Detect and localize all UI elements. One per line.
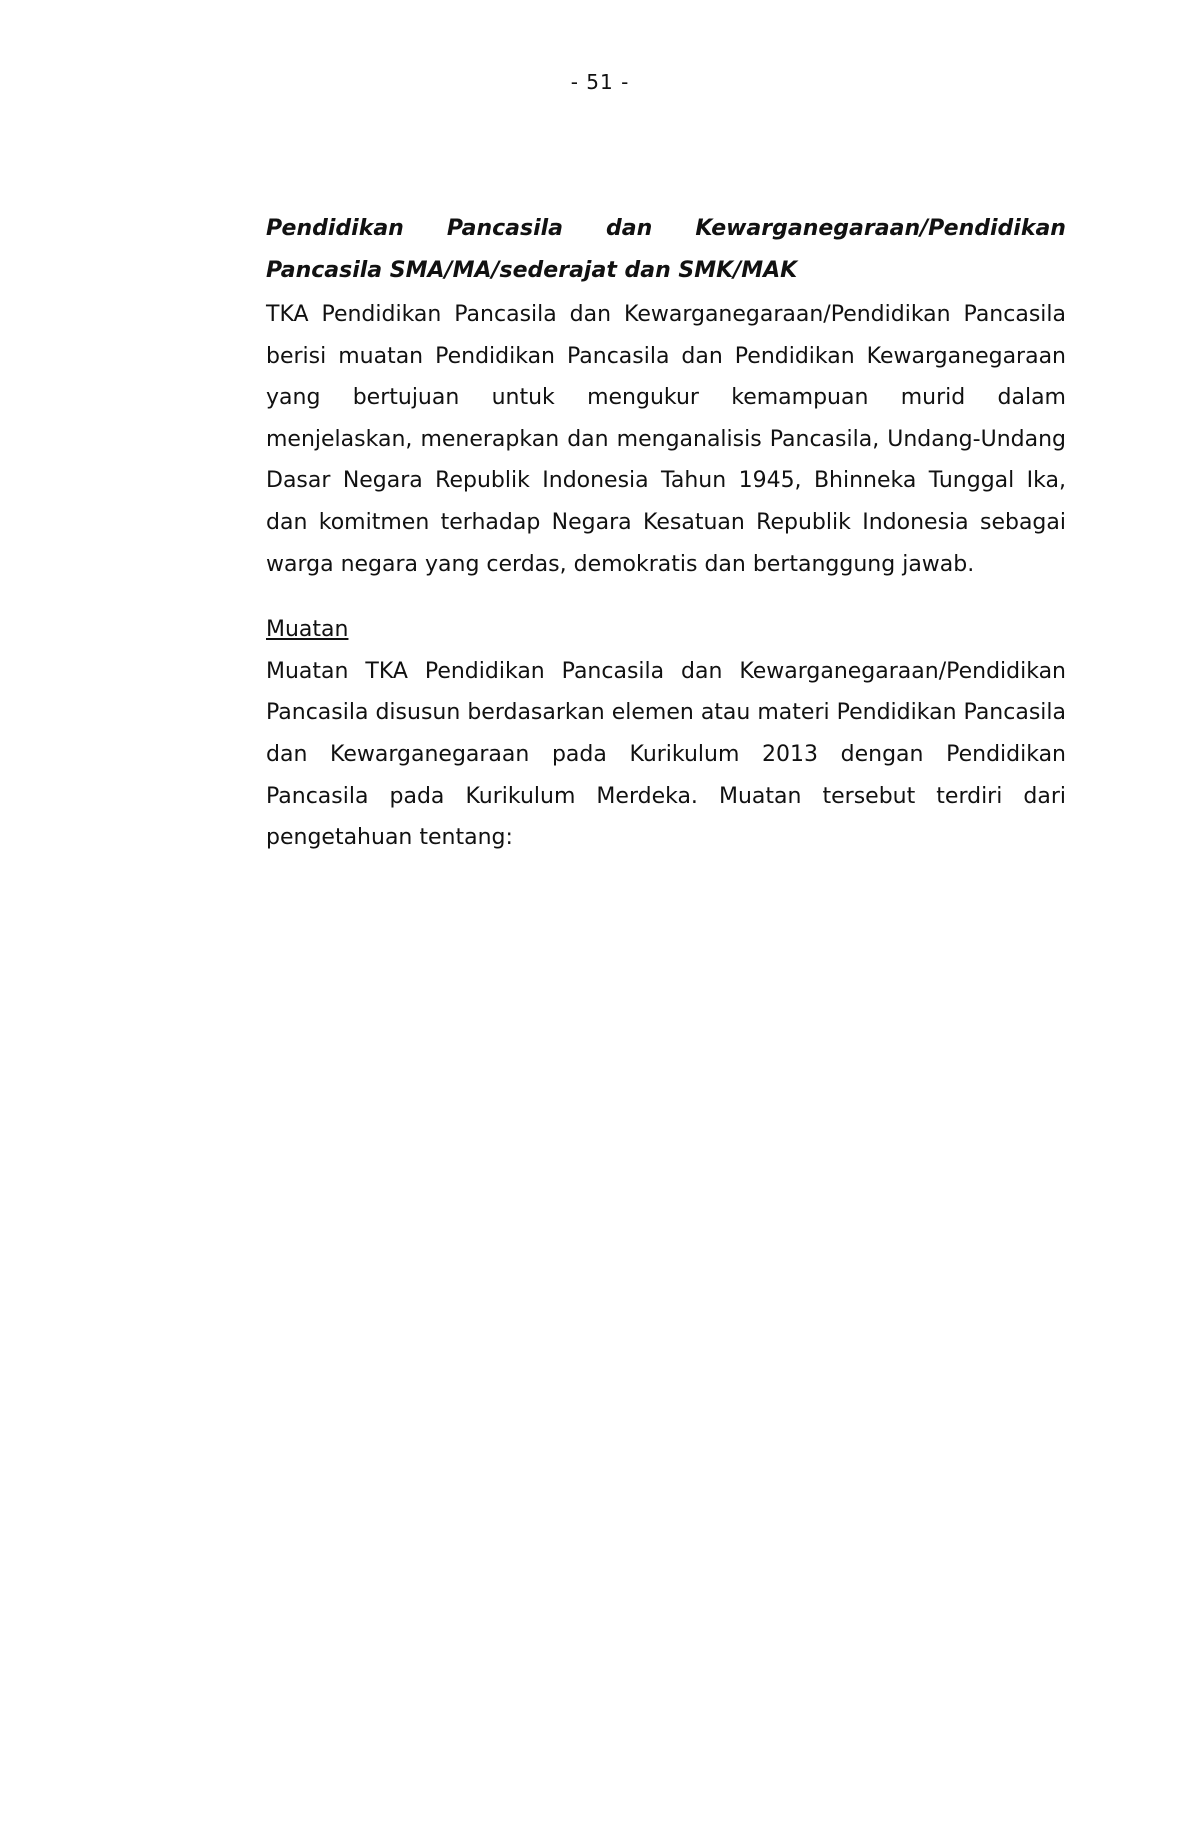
heading-word: Kewarganegaraan/Pendidikan <box>695 216 1066 241</box>
section-heading-line2: Pancasila SMA/MA/sederajat dan SMK/MAK <box>266 258 798 283</box>
heading-word: Pendidikan <box>266 216 404 241</box>
page-number: - 51 - <box>570 70 630 94</box>
muatan-paragraph: Muatan TKA Pendidikan Pancasila dan Kewarganegaraan/Pendidikan Pancasila disusun berdasarkan elemen atau materi Pendidikan Pancasila dan Kewarganegaraan pada Kurikulum 2013 dengan Pendidikan Pancasila pada Kurikulum Merdeka. Muatan tersebut terdiri dari pengetahuan tentang: <box>266 658 1066 851</box>
section-heading <box>266 208 1066 292</box>
muatan-subheading: Muatan <box>266 617 349 643</box>
section-content <box>266 208 1066 859</box>
intro-paragraph: TKA Pendidikan Pancasila dan Kewarganegaraan/Pendidikan Pancasila berisi muatan Pendidikan Pancasila dan Pendidikan Kewarganegaraan yang bertujuan untuk mengukur kemampuan murid dalam menjelaskan, menerapkan dan menganalisis Pancasila, Undang-Undang Dasar Negara Republik Indonesia Tahun 1945, Bhinneka Tunggal Ika, dan komitmen terhadap Negara Kesatuan Republik Indonesia sebagai warga negara yang cerdas, demokratis dan bertanggung jawab. <box>266 302 1066 577</box>
heading-word: dan <box>606 216 653 241</box>
heading-word: Pancasila <box>446 216 564 241</box>
section-heading-line1 <box>266 208 1066 250</box>
